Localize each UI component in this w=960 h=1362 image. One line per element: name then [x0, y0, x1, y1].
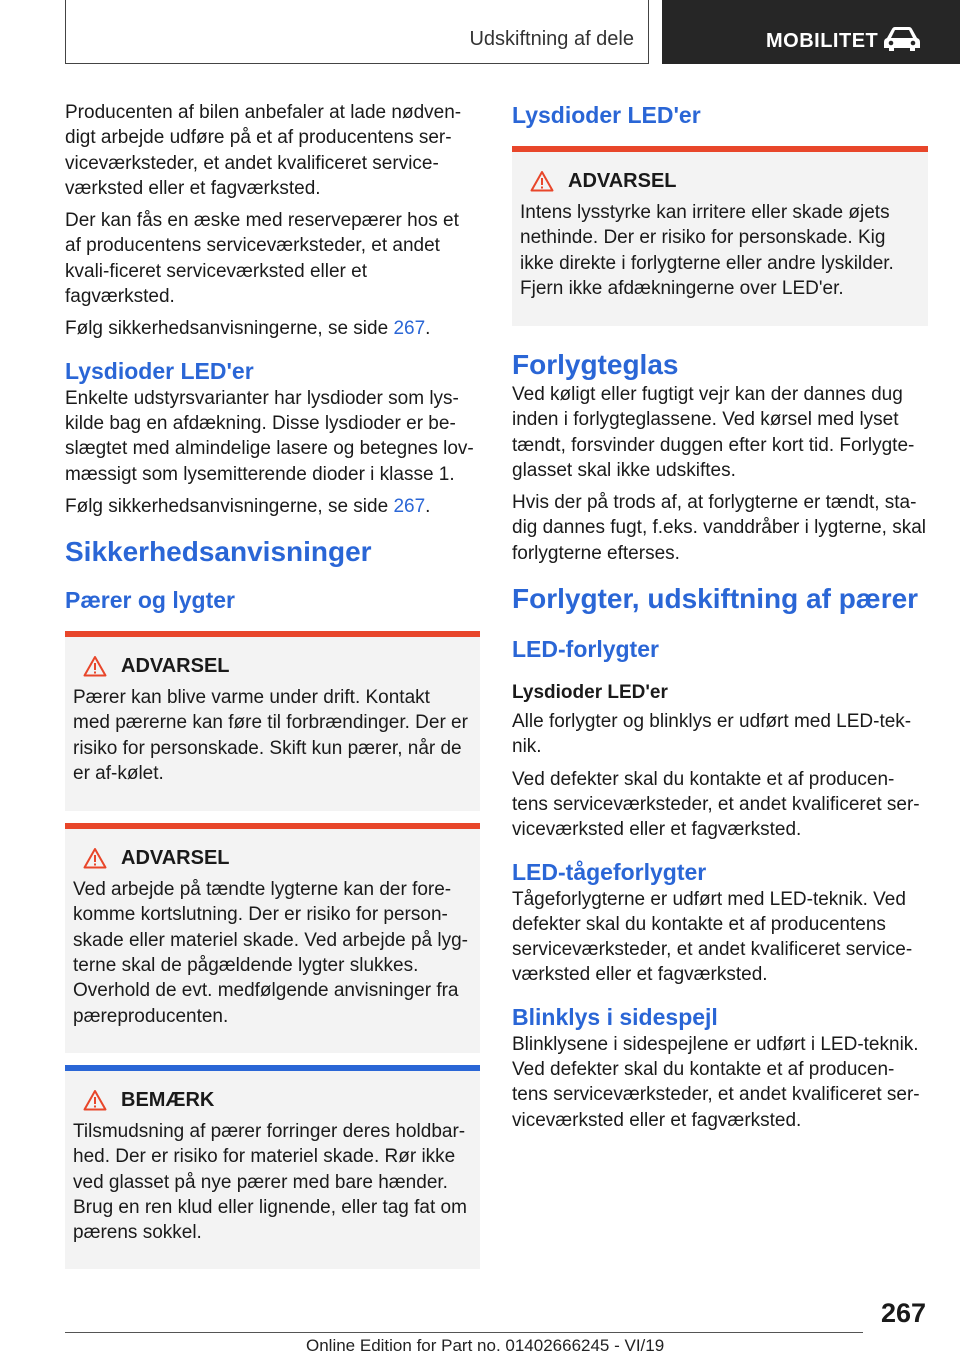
- notice-title: BEMÆRK: [121, 1089, 215, 1112]
- right-column: [512, 100, 928, 1140]
- paragraph: Hvis der på trods af, at forlygterne er tændt, sta-dig dannes fugt, f.eks. vanddråber i lygterne, skal forlygterne efterses.: [512, 492, 927, 564]
- warning-box: [512, 146, 928, 326]
- heading-bulbs: Pærer og lygter: [65, 587, 235, 614]
- paragraph: Ved defekter skal du kontakte et af producen-tens serviceværksteder, et andet kvalificeret ser-viceværksted eller et fagværksted.: [512, 768, 920, 841]
- footer-divider: [65, 1332, 863, 1333]
- header-chapter-title: MOBILITET: [766, 30, 879, 52]
- warning-title: ADVARSEL: [121, 847, 230, 870]
- header-chapter-tab: [662, 0, 960, 64]
- warning-triangle-icon: [83, 655, 107, 677]
- paragraph-text: Følg sikkerhedsanvisningerne, se side: [65, 318, 394, 340]
- heading-led-headlights: LED-forlygter: [512, 636, 659, 663]
- car-icon: [882, 26, 922, 52]
- warning-box: [65, 631, 480, 811]
- paragraph-text: Følg sikkerhedsanvisningerne, se side: [65, 495, 394, 517]
- notice-text: Tilsmudsning af pærer forringer deres holdbar-hed. Der er risiko for materiel skade. Rør ikke ved glasset på nye pærer med bare hænder. Brug en ren klud eller lignende, eller tag fat om pærens sokkel.: [73, 1121, 467, 1244]
- paragraph: Producenten af bilen anbefaler at lade nødven-digt arbejde udføre på et af producentens ser-viceværksteder, et andet kvalificeret service-værksted eller et fagværksted.: [65, 102, 462, 199]
- header-section-box: [65, 0, 649, 64]
- paragraph: Blinklysene i sidespejlene er udført i LED-teknik. Ved defekter skal du kontakte et af producen-tens serviceværksteder, et andet kvalificeret ser-viceværksted eller et fagværksted.: [512, 1033, 920, 1131]
- page-link[interactable]: 267: [393, 318, 426, 340]
- heading-mirror: Blinklys i sidespejl: [512, 1003, 718, 1030]
- paragraph-text: .: [425, 495, 431, 517]
- paragraph-text: .: [425, 318, 431, 340]
- paragraph: Alle forlygter og blinklys er udført med LED-tek-nik.: [512, 711, 912, 758]
- warning-header: [520, 168, 920, 194]
- heading-safety: Sikkerhedsanvisninger: [65, 536, 372, 568]
- warning-title: ADVARSEL: [568, 170, 677, 192]
- paragraph: [65, 316, 480, 341]
- page-link[interactable]: 267: [393, 495, 426, 517]
- warning-triangle-icon: [530, 170, 554, 192]
- warning-title: ADVARSEL: [121, 655, 230, 678]
- heading-leds: Lysdioder LED'er: [65, 357, 254, 384]
- paragraph: [65, 494, 480, 519]
- heading-glass: Forlygteglas: [512, 349, 679, 380]
- heading-leds: Lysdioder LED'er: [512, 102, 701, 128]
- notice-triangle-icon: [83, 1089, 107, 1111]
- subheading-leds: Lysdioder LED'er: [512, 682, 668, 704]
- heading-fog: LED-tågeforlygter: [512, 858, 707, 885]
- notice-header: [73, 1087, 472, 1113]
- paragraph: Tågeforlygterne er udført med LED-teknik. Ved defekter skal du kontakte et af producentens serviceværksteder, et andet kvalificeret service-værksted eller et fagværksted.: [512, 888, 913, 986]
- heading-replace: Forlygter, udskiftning af pærer: [512, 583, 919, 615]
- notice-box: [65, 1065, 480, 1269]
- warning-header: [73, 653, 472, 679]
- warning-triangle-icon: [83, 847, 107, 869]
- warning-text: Intens lysstyrke kan irritere eller skade øjets nethinde. Der er risiko for personskade. Kig ikke direkte i forlygterne eller andre lyskilder. Fjern ikke afdækningerne over LED'er.: [520, 202, 894, 299]
- warning-text: Ved arbejde på tændte lygterne kan der fore-komme kortslutning. Der er risiko for person-skade eller materiel skade. Ved arbejde på lyg-terne skal de pågældende lygter slukkes. Overhold de evt. medfølgende anvisninger fra pæreproducenten.: [73, 879, 469, 1027]
- paragraph: Enkelte udstyrsvarianter har lysdioder som lys-kilde bag en afdækning. Disse lysdioder er be-slægtet med almindelige lasere og betegnes lov-mæssigt som lysemitterende dioder i klasse 1.: [65, 387, 474, 485]
- warning-header: [73, 845, 472, 871]
- paragraph: Ved køligt eller fugtigt vejr kan der dannes dug inden i forlygteglassene. Ved kørsel med lyset tændt, forsvinder duggen efter kort tid. Forlygte-glasset skal ikke udskiftes.: [512, 384, 915, 481]
- footer-edition-text: Online Edition for Part no. 01402666245 - VI/19: [306, 1336, 665, 1355]
- paragraph: Der kan fås en æske med reservepærer hos et af producentens serviceværksteder, et andet kvali-ficeret serviceværksted eller et fagværksted.: [65, 210, 459, 308]
- warning-box: [65, 823, 480, 1053]
- warning-text: Pærer kan blive varme under drift. Kontakt med pærerne kan føre til forbrændinger. Der er risiko for personskade. Skift kun pærer, når de er af-kølet.: [73, 687, 468, 785]
- page-number: 267: [880, 1298, 926, 1328]
- header-section-title: Udskiftning af dele: [469, 28, 634, 50]
- left-column: [65, 100, 480, 1269]
